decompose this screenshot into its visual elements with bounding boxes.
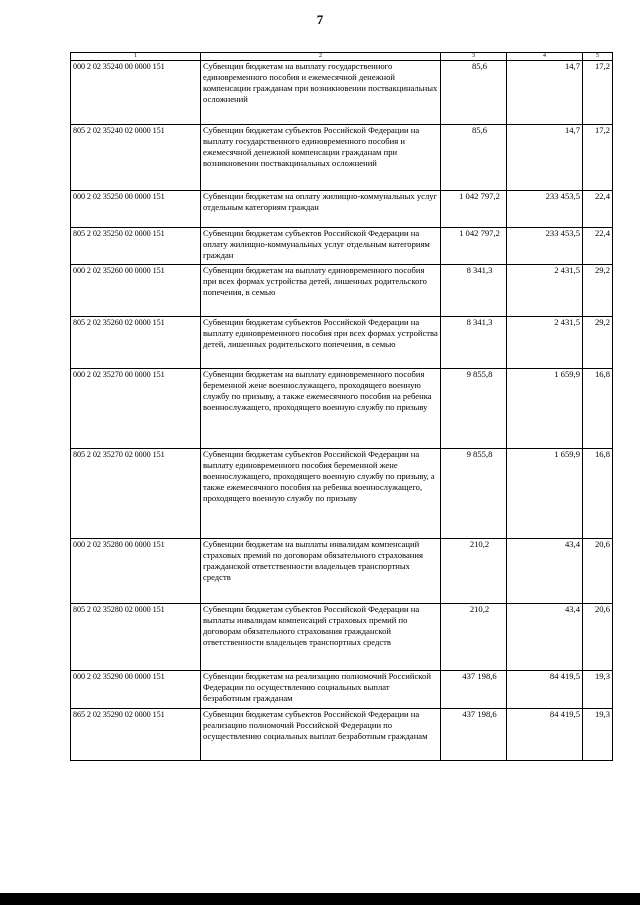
- name-cell: Субвенции бюджетам на выплату единовременного пособия беременной жене военнослужащего, проходящего военную службу по призыву, а также ежемесячного пособия на ребенка военнослужащего, проходящего военную службу по призыву: [201, 369, 441, 449]
- table-row: [71, 228, 613, 265]
- actual-value-cell: 43,4: [507, 539, 583, 604]
- table-row: [71, 191, 613, 228]
- actual-value-cell: 43,4: [507, 604, 583, 671]
- column-header-4: 4: [507, 53, 583, 61]
- actual-value-cell: 233 453,5: [507, 191, 583, 228]
- plan-value-cell: 1 042 797,2: [441, 228, 507, 265]
- table-row: [71, 317, 613, 369]
- table-row: [71, 539, 613, 604]
- table-row: [71, 449, 613, 539]
- name-cell: Субвенции бюджетам на оплату жилищно-коммунальных услуг отдельным категориям граждан: [201, 191, 441, 228]
- plan-value-cell: 85,6: [441, 61, 507, 125]
- actual-value-cell: 14,7: [507, 61, 583, 125]
- actual-value-cell: 1 659,9: [507, 369, 583, 449]
- plan-value-cell: 437 198,6: [441, 709, 507, 761]
- code-cell: 000 2 02 35260 00 0000 151: [71, 265, 201, 317]
- actual-value-cell: 233 453,5: [507, 228, 583, 265]
- name-cell: Субвенции бюджетам субъектов Российской Федерации на оплату жилищно-коммунальных услуг отдельным категориям граждан: [201, 228, 441, 265]
- actual-value-cell: 1 659,9: [507, 449, 583, 539]
- table-row: [71, 61, 613, 125]
- name-cell: Субвенции бюджетам на реализацию полномочий Российской Федерации по осуществлению социальных выплат безработным гражданам: [201, 671, 441, 709]
- percent-cell: 20,6: [583, 604, 613, 671]
- plan-value-cell: 9 855,8: [441, 449, 507, 539]
- percent-cell: 22,4: [583, 228, 613, 265]
- page-number: 7: [316, 12, 324, 27]
- name-cell: Субвенции бюджетам на выплаты инвалидам компенсаций страховых премий по договорам обязательного страхования гражданской ответственности владельцев транспортных средств: [201, 539, 441, 604]
- code-cell: 000 2 02 35250 00 0000 151: [71, 191, 201, 228]
- table-row: [71, 709, 613, 761]
- name-cell: Субвенции бюджетам субъектов Российской Федерации на реализацию полномочий Российской Федерации по осуществлению социальных выплат безработным гражданам: [201, 709, 441, 761]
- percent-cell: 19,3: [583, 671, 613, 709]
- percent-cell: 17,2: [583, 125, 613, 191]
- actual-value-cell: 14,7: [507, 125, 583, 191]
- percent-cell: 29,2: [583, 265, 613, 317]
- code-cell: 805 2 02 35250 02 0000 151: [71, 228, 201, 265]
- percent-cell: 20,6: [583, 539, 613, 604]
- percent-cell: 19,3: [583, 709, 613, 761]
- percent-cell: 22,4: [583, 191, 613, 228]
- actual-value-cell: 84 419,5: [507, 709, 583, 761]
- column-header-1: 1: [71, 53, 201, 61]
- table-row: [71, 369, 613, 449]
- code-cell: 000 2 02 35270 00 0000 151: [71, 369, 201, 449]
- name-cell: Субвенции бюджетам на выплату государственного единовременного пособия и ежемесячной денежной компенсации гражданам при возникновении поствакцинальных осложнений: [201, 61, 441, 125]
- actual-value-cell: 84 419,5: [507, 671, 583, 709]
- name-cell: Субвенции бюджетам субъектов Российской Федерации на выплату единовременного пособия при всех формах устройства детей, лишенных родительского попечения, в семью: [201, 317, 441, 369]
- code-cell: 000 2 02 35240 00 0000 151: [71, 61, 201, 125]
- plan-value-cell: 210,2: [441, 604, 507, 671]
- actual-value-cell: 2 431,5: [507, 265, 583, 317]
- column-header-5: 5: [583, 53, 613, 61]
- plan-value-cell: 437 198,6: [441, 671, 507, 709]
- plan-value-cell: 8 341,3: [441, 317, 507, 369]
- name-cell: Субвенции бюджетам субъектов Российской Федерации на выплату государственного единовременного пособия и ежемесячной денежной компенсации гражданам при возникновении поствакцинальных осложнений: [201, 125, 441, 191]
- scan-edge-bar: [0, 893, 640, 905]
- table-row: [71, 604, 613, 671]
- code-cell: 805 2 02 35240 02 0000 151: [71, 125, 201, 191]
- code-cell: 000 2 02 35280 00 0000 151: [71, 539, 201, 604]
- actual-value-cell: 2 431,5: [507, 317, 583, 369]
- column-header-2: 2: [201, 53, 441, 61]
- code-cell: 000 2 02 35290 00 0000 151: [71, 671, 201, 709]
- plan-value-cell: 8 341,3: [441, 265, 507, 317]
- table-row: [71, 125, 613, 191]
- column-header-3: 3: [441, 53, 507, 61]
- header-row: [71, 53, 613, 61]
- name-cell: Субвенции бюджетам на выплату единовременного пособия при всех формах устройства детей, лишенных родительского попечения, в семью: [201, 265, 441, 317]
- plan-value-cell: 85,6: [441, 125, 507, 191]
- name-cell: Субвенции бюджетам субъектов Российской Федерации на выплаты инвалидам компенсаций страховых премий по договорам обязательного страхования гражданской ответственности владельцев транспортных средств: [201, 604, 441, 671]
- code-cell: 865 2 02 35290 02 0000 151: [71, 709, 201, 761]
- plan-value-cell: 1 042 797,2: [441, 191, 507, 228]
- table-row: [71, 265, 613, 317]
- code-cell: 805 2 02 35270 02 0000 151: [71, 449, 201, 539]
- percent-cell: 29,2: [583, 317, 613, 369]
- percent-cell: 16,8: [583, 449, 613, 539]
- plan-value-cell: 210,2: [441, 539, 507, 604]
- code-cell: 805 2 02 35260 02 0000 151: [71, 317, 201, 369]
- table-row: [71, 671, 613, 709]
- percent-cell: 16,8: [583, 369, 613, 449]
- name-cell: Субвенции бюджетам субъектов Российской Федерации на выплату единовременного пособия беременной жене военнослужащего, проходящего военную службу по призыву, а также ежемесячного пособия на ребенка военнослужащего, проходящего военную службу по призыву: [201, 449, 441, 539]
- code-cell: 805 2 02 35280 02 0000 151: [71, 604, 201, 671]
- plan-value-cell: 9 855,8: [441, 369, 507, 449]
- budget-table: [70, 52, 613, 761]
- percent-cell: 17,2: [583, 61, 613, 125]
